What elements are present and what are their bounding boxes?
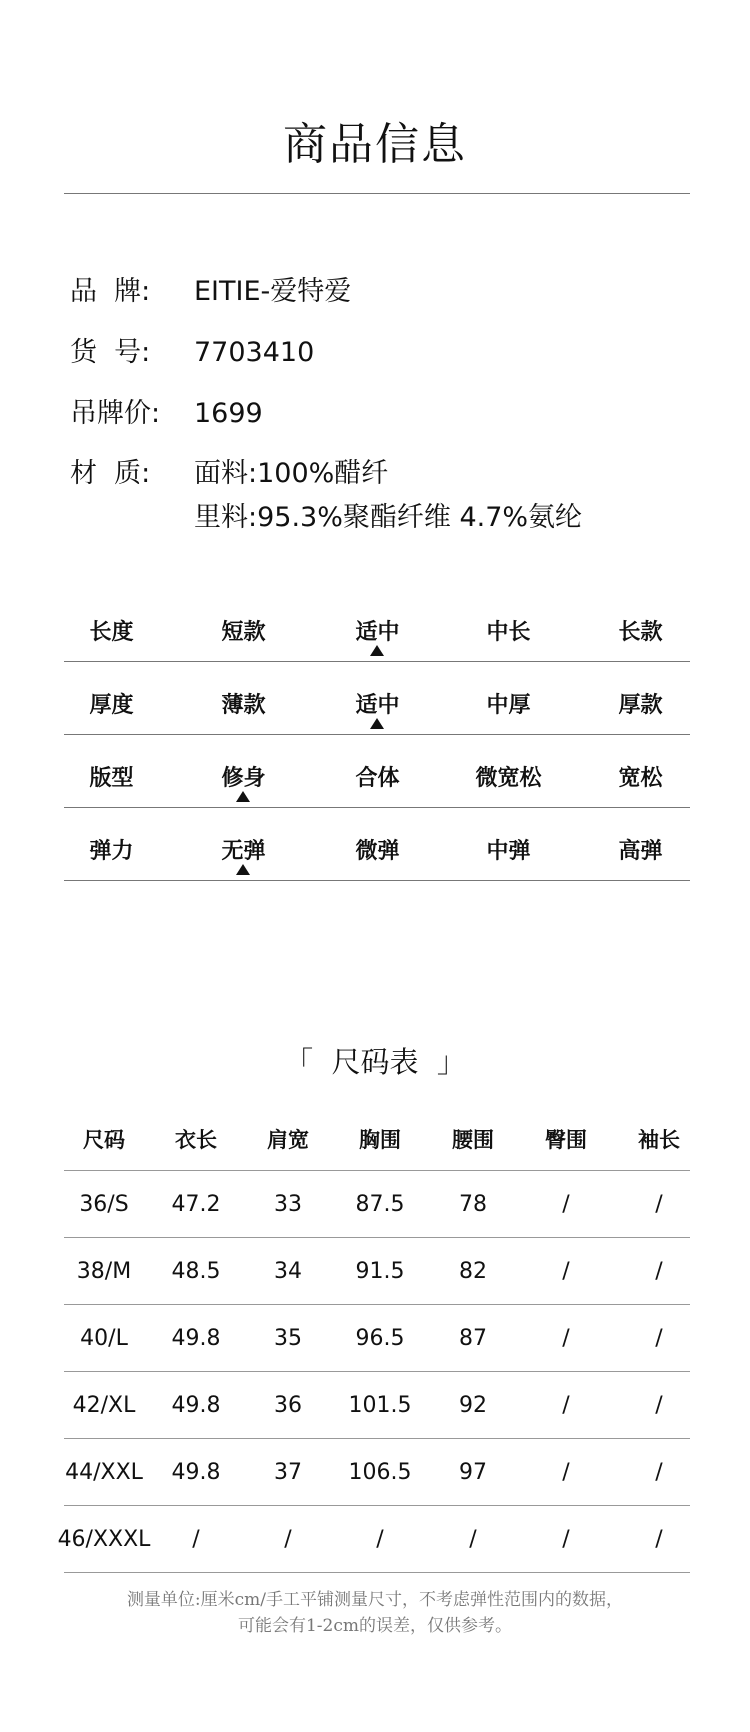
size-cell: / xyxy=(655,1192,663,1217)
size-cell: / xyxy=(562,1326,570,1351)
material-label: 材 质: xyxy=(70,458,151,489)
size-table-header xyxy=(64,1107,690,1171)
measurement-note-line-2: 可能会有1-2cm的误差，仅供参考。 xyxy=(237,1616,513,1636)
size-header-cell: 胸围 xyxy=(359,1128,401,1152)
size-cell: / xyxy=(655,1393,663,1418)
size-header-cell: 袖长 xyxy=(638,1128,680,1152)
size-table-row xyxy=(57,1506,690,1573)
size-table-row xyxy=(64,1439,690,1506)
attribute-option: 无弹 xyxy=(221,839,266,864)
size-cell: 78 xyxy=(459,1192,487,1217)
attribute-option: 中厚 xyxy=(486,693,531,718)
size-cell: 106.5 xyxy=(348,1460,412,1485)
size-table-row xyxy=(64,1372,690,1439)
attribute-row xyxy=(64,808,690,881)
attribute-option: 微宽松 xyxy=(475,766,542,791)
size-cell: / xyxy=(562,1393,570,1418)
size-cell: 33 xyxy=(274,1192,302,1217)
size-table-row xyxy=(64,1238,690,1305)
size-cell: 34 xyxy=(274,1259,302,1284)
selected-marker-icon xyxy=(370,718,384,729)
size-cell: / xyxy=(562,1192,570,1217)
size-cell: / xyxy=(655,1460,663,1485)
size-cell: 101.5 xyxy=(348,1393,412,1418)
size-cell: / xyxy=(376,1527,384,1552)
size-table-row xyxy=(64,1171,690,1238)
size-cell: / xyxy=(192,1527,200,1552)
attribute-name: 长度 xyxy=(89,620,134,645)
attribute-option: 适中 xyxy=(355,693,400,718)
size-cell: 49.8 xyxy=(171,1326,221,1351)
attribute-row xyxy=(64,662,690,735)
size-table-title: 「 尺码表 」 xyxy=(284,1045,466,1079)
size-cell: 91.5 xyxy=(355,1259,405,1284)
size-cell: 87 xyxy=(459,1326,487,1351)
attribute-row xyxy=(64,735,690,808)
item-number-value: 7703410 xyxy=(194,337,315,368)
selected-marker-icon xyxy=(370,645,384,656)
size-cell: 49.8 xyxy=(171,1460,221,1485)
attribute-option: 高弹 xyxy=(618,839,663,864)
size-cell: 46/XXXL xyxy=(57,1527,151,1552)
size-cell: 87.5 xyxy=(355,1192,405,1217)
size-header-cell: 肩宽 xyxy=(267,1128,309,1152)
size-header-cell: 臀围 xyxy=(545,1128,587,1152)
size-cell: 40/L xyxy=(80,1326,128,1351)
size-cell: 47.2 xyxy=(171,1192,221,1217)
size-cell: 82 xyxy=(459,1259,487,1284)
page-title: 商品信息 xyxy=(283,119,467,170)
material-lining-value: 里料:95.3%聚酯纤维 4.7%氨纶 xyxy=(194,502,583,533)
tag-price-value: 1699 xyxy=(194,398,263,429)
attribute-option: 微弹 xyxy=(355,839,400,864)
attribute-option: 薄款 xyxy=(221,693,266,718)
brand-label: 品 牌: xyxy=(70,276,151,307)
selected-marker-icon xyxy=(236,791,250,802)
attribute-row xyxy=(64,589,690,662)
size-cell: / xyxy=(562,1527,570,1552)
size-cell: 35 xyxy=(274,1326,302,1351)
brand-value: EITIE-爱特爱 xyxy=(194,276,352,307)
size-header-cell: 衣长 xyxy=(175,1128,217,1152)
row-divider xyxy=(64,880,690,881)
size-cell: 44/XXL xyxy=(65,1460,143,1485)
size-cell: 49.8 xyxy=(171,1393,221,1418)
attribute-option: 中长 xyxy=(486,620,531,645)
size-cell: 36/S xyxy=(79,1192,129,1217)
title-divider xyxy=(64,193,690,194)
measurement-note-line-1: 测量单位:厘米cm/手工平铺测量尺寸，不考虑弹性范围内的数据， xyxy=(126,1590,624,1610)
size-cell: / xyxy=(655,1527,663,1552)
row-divider xyxy=(64,1572,690,1573)
attribute-option: 修身 xyxy=(221,766,266,791)
tag-price-label: 吊牌价: xyxy=(70,398,161,429)
attribute-name: 弹力 xyxy=(89,839,134,864)
size-cell: / xyxy=(562,1259,570,1284)
size-cell: 48.5 xyxy=(171,1259,221,1284)
size-cell: 97 xyxy=(459,1460,487,1485)
size-cell: 37 xyxy=(274,1460,302,1485)
attribute-option: 合体 xyxy=(355,766,400,791)
size-table-row xyxy=(64,1305,690,1372)
attribute-option: 适中 xyxy=(355,620,400,645)
size-header-cell: 腰围 xyxy=(452,1128,494,1152)
attribute-option: 短款 xyxy=(221,620,266,645)
size-cell: 92 xyxy=(459,1393,487,1418)
size-cell: / xyxy=(562,1460,570,1485)
material-value: 面料:100%醋纤 xyxy=(194,458,389,489)
size-cell: / xyxy=(655,1259,663,1284)
item-number-label: 货 号: xyxy=(70,337,151,368)
size-table xyxy=(57,1107,690,1573)
attribute-option: 中弹 xyxy=(486,839,531,864)
attribute-name: 版型 xyxy=(89,766,134,791)
size-cell: / xyxy=(469,1527,477,1552)
size-cell: 36 xyxy=(274,1393,302,1418)
attribute-option: 厚款 xyxy=(618,693,663,718)
attribute-option: 宽松 xyxy=(618,766,663,791)
attribute-name: 厚度 xyxy=(89,693,134,718)
size-cell: / xyxy=(655,1326,663,1351)
size-header-cell: 尺码 xyxy=(83,1128,125,1152)
attribute-option: 长款 xyxy=(618,620,663,645)
size-cell: / xyxy=(284,1527,292,1552)
size-cell: 42/XL xyxy=(72,1393,136,1418)
selected-marker-icon xyxy=(236,864,250,875)
size-cell: 96.5 xyxy=(355,1326,405,1351)
size-cell: 38/M xyxy=(76,1259,132,1284)
